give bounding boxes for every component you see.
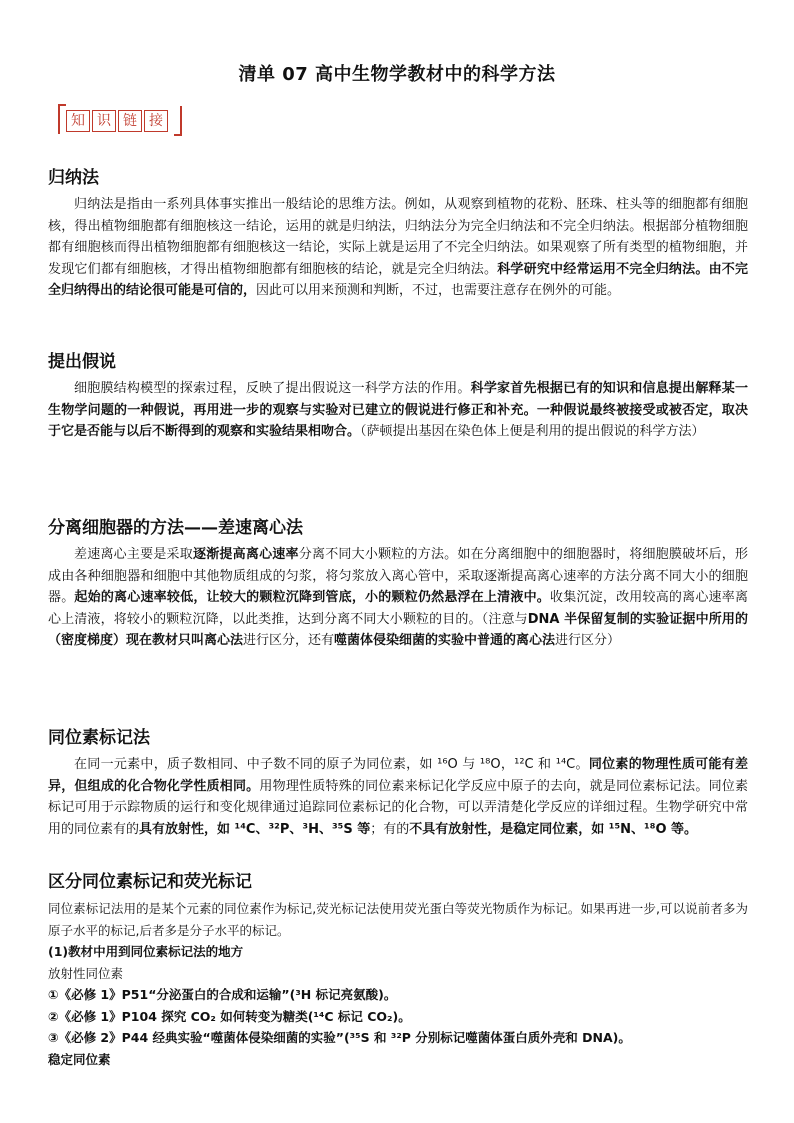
section-hypothesis (48, 350, 748, 443)
list-item: ②《必修 1》P104 探究 CO₂ 如何转变为糖类(¹⁴C 标记 CO₂)。 (48, 1008, 411, 1024)
text-run: （萨顿提出基因在染色体上便是利用的提出假说的科学方法） (360, 424, 705, 439)
page-title: 清单 07 高中生物学教材中的科学方法 (238, 64, 556, 85)
text-run: 差速离心主要是采取 (74, 547, 193, 562)
text-run: 细胞膜结构模型的探索过程，反映了提出假说这一科学方法的作用。 (74, 381, 471, 396)
text-run: 归纳法是指由一系列具体事实推出一般结论的思维方法。例如，从观察到植物的花粉、胚珠、柱头等的细胞都有细胞核，得出植物细胞都有细胞核这一结论，运用的就是归纳法，归纳法分为完全归纳法和不完全归纳法。根据部分植物细胞都有细胞核而得出植物细胞都有细胞核这一结论，实际上就是运用了不完全归纳法。如果观察了所有类型的植物细胞，并发现它们都有细胞核，才得出植物细胞都有细胞核的结论，就是完全归纳法。 (48, 197, 748, 277)
section-heading: 归纳法 (48, 168, 99, 188)
section-induction (48, 166, 748, 302)
bold-text-run: DNA 半保留复制的实验证据中所用的（密度梯度）现在教材只叫离心法 (48, 611, 748, 648)
bracket-left-decoration (58, 104, 66, 134)
text-run: 收集沉淀，改用较高的离心速率离心上清液，将较小的颗粒沉降，以此类推，达到分离不同大小颗粒的目的。（注意与 (48, 590, 748, 627)
bold-text-run: 不具有放射性，是稳定同位素，如 ¹⁵N、¹⁸O 等。 (409, 821, 698, 837)
section-heading: 分离细胞器的方法——差速离心法 (48, 518, 303, 538)
list-subheading: 放射性同位素 (48, 965, 124, 981)
badge-char: 知 (66, 110, 90, 132)
badge-char: 链 (118, 110, 142, 132)
section-paragraph (48, 194, 748, 302)
text-run: 分离不同大小颗粒的方法。如在分离细胞中的细胞器时，将细胞膜破坏后，形成由各种细胞器和细胞中其他物质组成的匀浆，将匀浆放入离心管中，采取逐渐提高离心速率的方法分离不同大小的细胞器。 (48, 547, 748, 605)
bold-text-run: 起始的离心速率较低，让较大的颗粒沉降到管底，小的颗粒仍然悬浮在上清液中。 (74, 590, 551, 605)
section-differential-centrifugation (48, 516, 748, 652)
bold-text-run: 噬菌体侵染细菌的实验中普通的离心法 (334, 633, 556, 648)
text-run: 因此可以用来预测和判断，不过，也需要注意存在例外的可能。 (256, 283, 621, 298)
text-run: ；有的 (370, 821, 410, 837)
section-isotope-vs-fluorescent (48, 870, 748, 1070)
badge-char: 接 (144, 110, 168, 132)
list-subheading: 稳定同位素 (48, 1051, 111, 1067)
list-item: ①《必修 1》P51“分泌蛋白的合成和运输”(³H 标记亮氨酸)。 (48, 987, 397, 1002)
section-heading: 提出假说 (48, 352, 116, 372)
section-paragraph (48, 378, 748, 443)
section-heading: 区分同位素标记和荧光标记 (48, 872, 252, 892)
badge-char: 识 (92, 110, 116, 132)
section-isotope-labeling (48, 726, 748, 840)
text-run: 进行区分，还有 (243, 633, 335, 648)
section-paragraph (48, 544, 748, 652)
text-run: 用物理性质特殊的同位素来标记化学反应中原子的去向，就是同位素标记法。同位素标记可用于示踪物质的运行和变化规律通过追踪同位素标记的化合物，可以弄清楚化学反应的详细过程。生物学研究中常用的同位素有的 (48, 778, 748, 837)
list-item: ③《必修 2》P44 经典实验“噬菌体侵染细菌的实验”(³⁵S 和 ³²P 分别标记噬菌体蛋白质外壳和 DNA)。 (48, 1030, 631, 1045)
section-paragraph: 同位素标记法用的是某个元素的同位素作为标记,荧光标记法使用荧光蛋白等荧光物质作为标记。如果再进一步,可以说前者多为原子水平的标记,后者多是分子水平的标记。 (48, 901, 748, 938)
list-heading: (1)教材中用到同位素标记法的地方 (48, 944, 244, 959)
section-paragraph (48, 754, 748, 840)
text-run: 进行区分） (555, 633, 621, 648)
bold-text-run: 具有放射性，如 ¹⁴C、³²P、³H、³⁵S 等 (139, 821, 371, 837)
bold-text-run: 逐渐提高离心速率 (192, 547, 299, 562)
text-run: 在同一元素中，质子数相同、中子数不同的原子为同位素，如 ¹⁶O 与 ¹⁸O，¹²C 和 ¹⁴C。 (74, 757, 589, 772)
bold-text-run: 科学家首先根据已有的知识和信息提出解释某一生物学问题的一种假说，再用进一步的观察与实验对已建立的假说进行修正和补充。一种假说最终被接受或被否定，取决于它是否能与以后不断得到的观察和实验结果相吻合。 (48, 381, 748, 439)
bold-text-run: 科学研究中经常运用不完全归纳法。由不完全归纳得出的结论很可能是可信的， (48, 261, 748, 298)
bold-text-run: 同位素的物理性质可能有差异，但组成的化合物化学性质相同。 (48, 757, 748, 794)
bracket-right-decoration (174, 106, 182, 136)
section-heading: 同位素标记法 (48, 728, 150, 748)
